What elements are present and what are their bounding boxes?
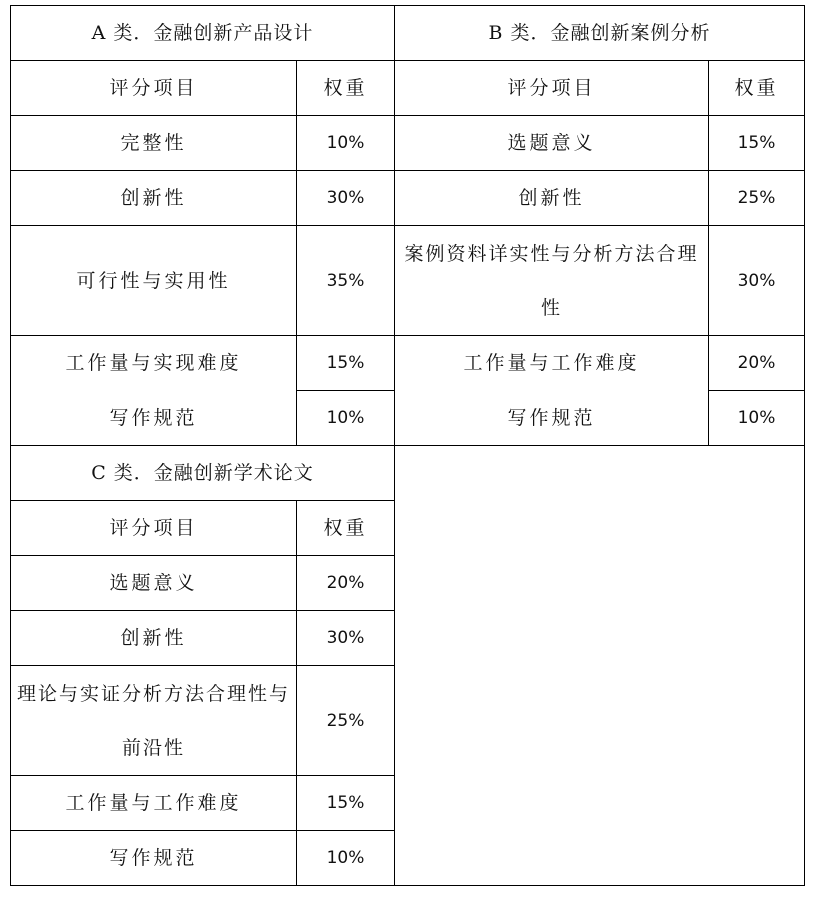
section-c-header-weight: 权重 <box>297 501 395 556</box>
section-a-row-item: 创新性 <box>11 171 297 226</box>
section-b-header-item: 评分项目 <box>395 61 709 116</box>
section-c-row-weight: 20% <box>297 556 395 611</box>
section-a-row-weight: 15% <box>297 336 395 391</box>
section-c-row-weight: 25% <box>297 666 395 776</box>
section-a-header-weight: 权重 <box>297 61 395 116</box>
section-b-title: B 类．金融创新案例分析 <box>395 6 805 61</box>
section-b-row-item: 写作规范 <box>395 391 709 446</box>
section-c-row-item: 选题意义 <box>11 556 297 611</box>
section-c-header-item: 评分项目 <box>11 501 297 556</box>
section-b-row-weight: 25% <box>709 171 805 226</box>
section-b-row-item: 选题意义 <box>395 116 709 171</box>
scoring-weights-table <box>10 5 805 886</box>
section-b-row-weight: 30% <box>709 226 805 336</box>
section-a-row-item: 完整性 <box>11 116 297 171</box>
section-c-row-item: 理论与实证分析方法合理性与前沿性 <box>11 666 297 776</box>
section-b-row-weight: 15% <box>709 116 805 171</box>
section-c-row-item: 写作规范 <box>11 831 297 886</box>
section-c-row-weight: 10% <box>297 831 395 886</box>
section-a-row-item: 工作量与实现难度 <box>11 336 297 391</box>
section-a-row-item: 可行性与实用性 <box>11 226 297 336</box>
section-b-row-item: 工作量与工作难度 <box>395 336 709 391</box>
section-a-row-weight: 35% <box>297 226 395 336</box>
section-b-row-item: 案例资料详实性与分析方法合理性 <box>395 226 709 336</box>
section-b-row-weight: 20% <box>709 336 805 391</box>
section-b-row-item: 创新性 <box>395 171 709 226</box>
section-a-title: A 类．金融创新产品设计 <box>11 6 395 61</box>
section-c-row-weight: 30% <box>297 611 395 666</box>
section-c-row-weight: 15% <box>297 776 395 831</box>
section-b-row-weight: 10% <box>709 391 805 446</box>
section-c-title: C 类．金融创新学术论文 <box>11 446 395 501</box>
section-a-row-weight: 10% <box>297 116 395 171</box>
section-a-row-weight: 30% <box>297 171 395 226</box>
section-a-header-item: 评分项目 <box>11 61 297 116</box>
section-b-header-weight: 权重 <box>709 61 805 116</box>
empty-area <box>395 446 805 886</box>
section-a-row-weight: 10% <box>297 391 395 446</box>
section-c-row-item: 创新性 <box>11 611 297 666</box>
section-c-row-item: 工作量与工作难度 <box>11 776 297 831</box>
section-a-row-item: 写作规范 <box>11 391 297 446</box>
